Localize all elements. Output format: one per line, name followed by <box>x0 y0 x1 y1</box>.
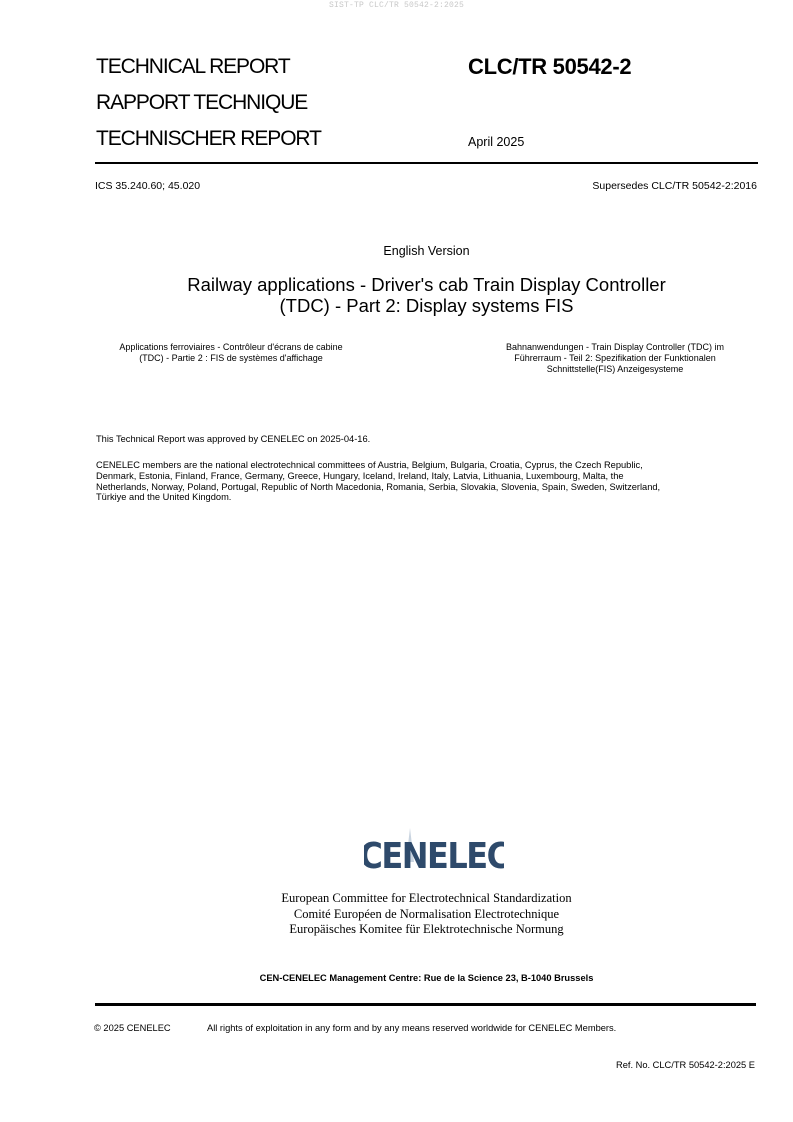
document-number: CLC/TR 50542-2 <box>468 54 632 79</box>
committee-name-fr: Comité Européen de Normalisation Electrotechnique <box>293 906 560 921</box>
report-type-de: TECHNISCHER REPORT <box>96 127 321 150</box>
publication-date: April 2025 <box>468 135 525 149</box>
document-title-line-2: (TDC) - Part 2: Display systems FIS <box>279 295 574 316</box>
members-line-3: Netherlands, Norway, Poland, Portugal, Republic of North Macedonia, Romania, Serbia, Slovakia, Slovenia, Spain, Sweden, Switzerland, <box>96 481 661 492</box>
ics-codes: ICS 35.240.60; 45.020 <box>95 180 201 192</box>
members-paragraph <box>96 460 756 503</box>
footer-divider <box>95 1003 756 1006</box>
approval-statement: This Technical Report was approved by CENELEC on 2025-04-16. <box>96 434 371 444</box>
language-version: English Version <box>383 244 470 258</box>
header-divider <box>95 162 758 164</box>
committee-names <box>0 891 793 938</box>
management-centre-address: CEN-CENELEC Management Centre: Rue de la Science 23, B-1040 Brussels <box>259 973 594 983</box>
report-type-en: TECHNICAL REPORT <box>96 55 290 78</box>
copyright-notice: © 2025 CENELEC <box>94 1023 171 1033</box>
supersedes-note: Supersedes CLC/TR 50542-2:2016 <box>592 180 757 192</box>
watermark: SIST-TP CLC/TR 50542-2:2025 <box>328 1 465 10</box>
committee-name-en: European Committee for Electrotechnical Standardization <box>281 891 572 905</box>
members-line-2: Denmark, Estonia, Finland, France, Germany, Greece, Hungary, Iceland, Ireland, Italy, Latvia, Lithuania, Luxembourg, Malta, the <box>96 470 624 481</box>
german-title-line-1: Bahnanwendungen - Train Display Controller (TDC) im <box>505 342 725 352</box>
members-line-1: CENELEC members are the national electrotechnical committees of Austria, Belgium, Bulgaria, Croatia, Cyprus, the Czech Republic, <box>96 460 643 470</box>
cenelec-logo <box>364 822 504 878</box>
committee-name-de: Europäisches Komitee für Elektrotechnische Normung <box>289 922 564 936</box>
cenelec-logo-graphic <box>364 822 504 878</box>
report-type-fr: RAPPORT TECHNIQUE <box>96 91 308 114</box>
german-title-line-3: Schnittstelle(FIS) Anzeigesysteme <box>546 364 684 374</box>
members-line-4: Türkiye and the United Kingdom. <box>96 492 232 503</box>
rights-notice: All rights of exploitation in any form and by any means reserved worldwide for CENELEC Members. <box>207 1023 617 1033</box>
french-title <box>96 342 366 364</box>
logo-wordmark: CENELEC <box>364 835 504 878</box>
document-title <box>170 274 683 316</box>
reference-number: Ref. No. CLC/TR 50542-2:2025 E <box>615 1060 755 1070</box>
french-title-line-2: (TDC) - Partie 2 : FIS de systèmes d'affichage <box>139 353 323 363</box>
german-title <box>480 342 750 375</box>
german-title-line-2: Führerraum - Teil 2: Spezifikation der Funktionalen <box>514 353 716 363</box>
document-title-line-1: Railway applications - Driver's cab Train Display Controller <box>187 274 666 295</box>
french-title-line-1: Applications ferroviaires - Contrôleur d'écrans de cabine <box>119 342 343 352</box>
